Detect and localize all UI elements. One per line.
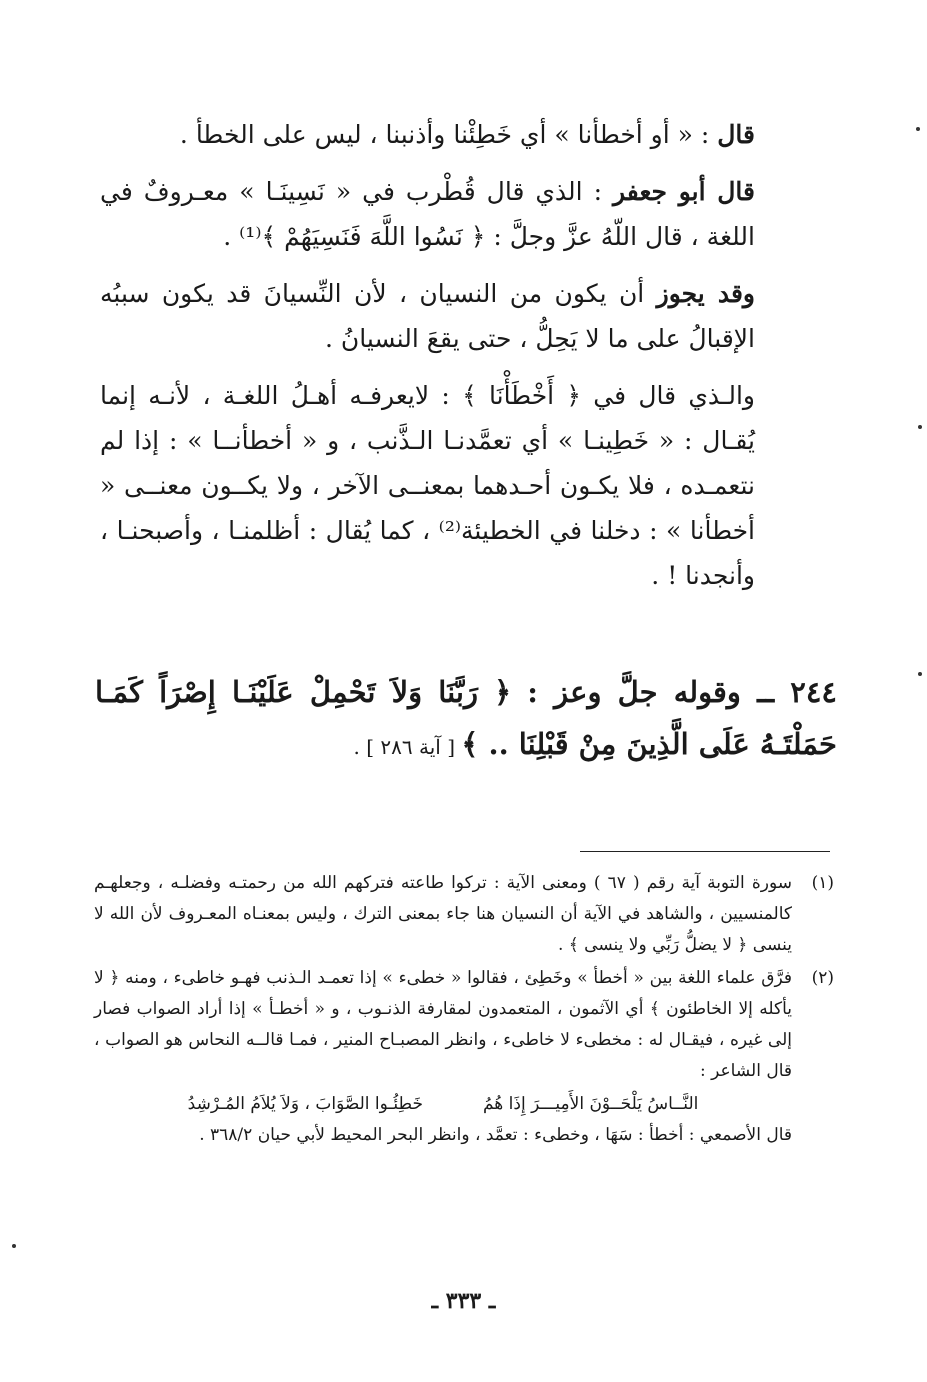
footnote-number: (٢) <box>811 968 834 988</box>
footnote-text: فرَّق علماء اللغة بين « أخطأ » وخَطِئ ، فقالوا « خطىء » إذا تعمـد الـذنب فهـو خاطىء ، ومنه ﴿ لا يأكله إلا الخاطئون ﴾ أي الآثمون ، المتعمدون لمقارفة الذنـوب ، و « أخطـأ » إذا أراد الصواب فصار إلى غيره ، فيقـال له : مخطىء لا خاطىء ، وانظر المصبـاح المنير ، فمـا قالــه النحاس هو الصواب ، قال الشاعر : <box>94 968 792 1081</box>
paragraph-text: والـذي قال في ﴿ أَخْطَأْنَا ﴾ : لايعرفـه أهـلُ اللغـة ، لأنـه إنما يُقـال : « خَطِينـا » أي تعمَّدنـا الـذَّنب ، و « أخطأنــا » : إذا لم نتعمـده ، فلا يكـون أحـدهما بمعنــى الآخر ، ولا يكــون معنــى « أخطأنا » : دخلنا في الخطيئة⁽²⁾ ، كما يُقال : أظلمنـا ، وأصبحنـا ، وأنجدنا ! . <box>100 381 755 590</box>
paragraph-text: : « أو أخطأنا » أي خَطِئْنا وأذنبنا ، ليس على الخطأ . <box>179 120 718 149</box>
footnote-text: سورة التوبة آية رقم ( ٦٧ ) ومعنى الآية : تركوا طاعته فتركهم الله من رحمتـه وفضلـه ، وجعلهـم كالمنسيين ، والشاهد في الآية أن النسيان هنا جاء بمعنى الترك ، وليس بمعنـاه المعـروف لأن الله لا ينسى ﴿ لا يضلُّ رَبِّي ولا ينسى ﴾ . <box>94 873 792 955</box>
page-number: ـ ٣٣٣ ـ <box>431 1288 496 1314</box>
poem-verse <box>94 1089 792 1120</box>
verse-reference: [ آية ٢٨٦ ] . <box>353 735 462 759</box>
footnotes <box>94 868 834 1151</box>
verse-heading <box>95 666 837 773</box>
poem-hemistich-2: خَطِئُـوا الصَّوَابَ ، وَلاَ يُلاَمُ المُـرْشِدُ <box>187 1094 423 1114</box>
paragraph-2 <box>100 169 755 259</box>
main-text <box>100 112 755 610</box>
footnote-number: (١) <box>811 873 834 893</box>
paragraph-4 <box>100 373 755 598</box>
scan-mark <box>918 425 922 429</box>
scan-mark <box>918 672 922 676</box>
paragraph-3 <box>100 271 755 361</box>
footnote-2 <box>94 963 834 1087</box>
scan-mark <box>12 1244 16 1248</box>
poem-hemistich-1: النَّــاسُ يَلْحَــوْنَ الأَمِيـــرَ إِذَا هُمُ <box>482 1094 699 1114</box>
paragraph-text: : الذي قال قُطْرب في « نَسِينَـا » معـروفٌ في اللغة ، قال اللّهُ عزَّ وجلَّ : ﴿ نَسُوا اللَّهَ فَنَسِيَهُمْ ﴾⁽¹⁾ . <box>100 177 755 251</box>
scan-mark <box>916 127 920 131</box>
footnote-tail: قال الأصمعي : أخطأ : سَهَا ، وخطىء : تعمَّد ، وانظر البحر المحيط لأبي حيان ٣٦٨/٢ . <box>199 1125 792 1145</box>
paragraph-lead: قال أبو جعفر <box>613 177 755 206</box>
paragraph-1 <box>100 112 755 157</box>
verse-text: ٢٤٤ ــ وقوله جلَّ وعز : ﴿ رَبَّنَا وَلاَ تَحْمِلْ عَلَيْنَـا إِصْرَاً كَمَـا حَمَلْتَـهُ عَلَى الَّذِينَ مِنْ قَبْلِنَا .. ﴾ <box>95 675 837 761</box>
paragraph-lead: وقد يجوز <box>656 279 755 308</box>
footnote-1 <box>94 868 834 961</box>
footnote-divider <box>580 851 830 852</box>
paragraph-text: أن يكون من النسيان ، لأن النِّسيانَ قد يكون سببُه الإقبالُ على ما لا يَحِلُّ ، حتى يقعَ النسيانُ . <box>100 279 755 353</box>
paragraph-lead: قال <box>717 120 755 149</box>
